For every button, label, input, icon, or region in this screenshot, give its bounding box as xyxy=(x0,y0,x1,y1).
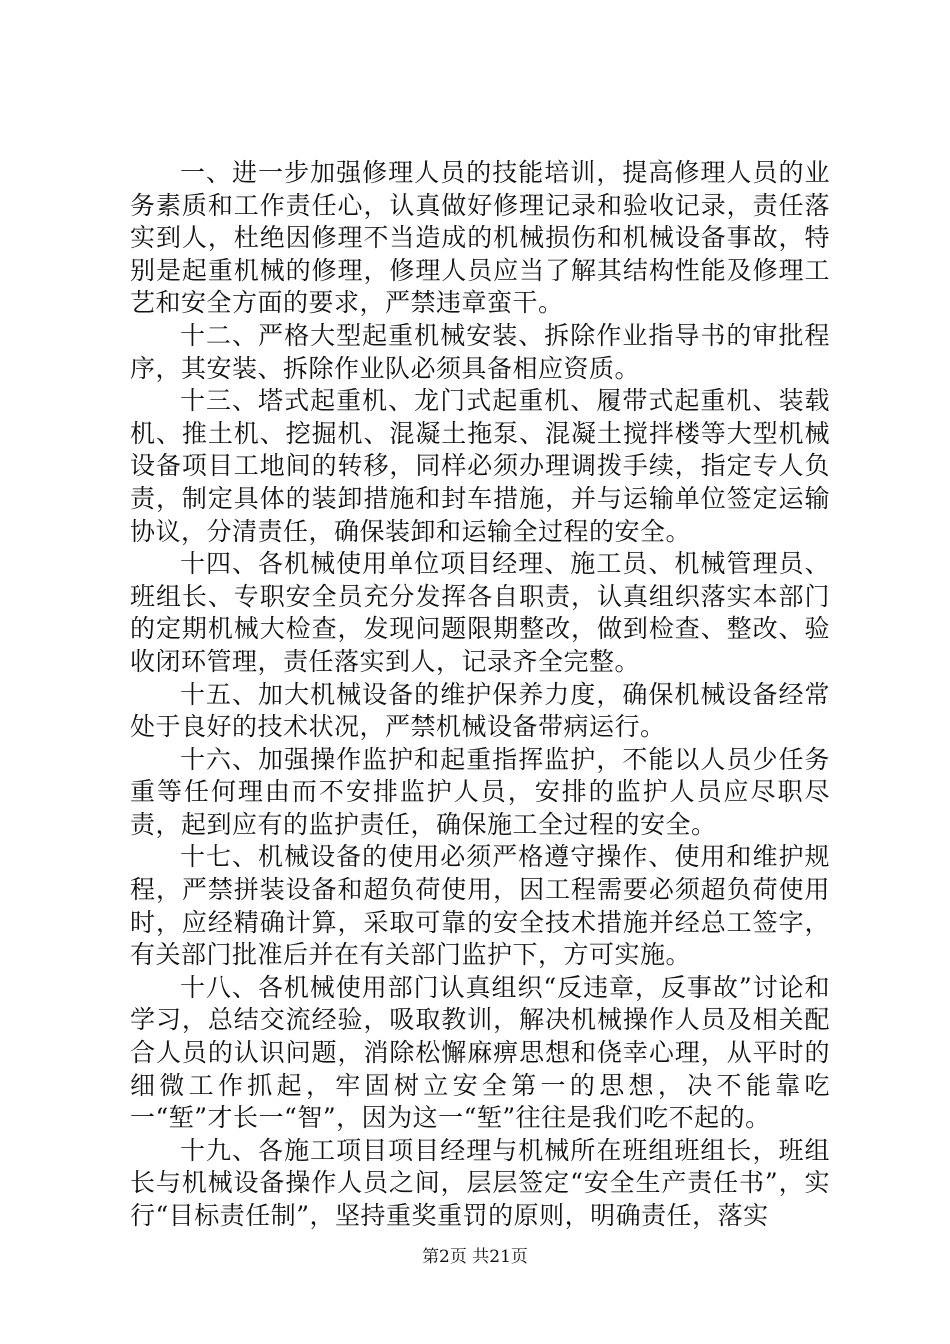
paragraph-12: 十二、严格大型起重机械安装、拆除作业指导书的审批程序，其安装、拆除作业队必须具备相应资质。 xyxy=(130,320,830,383)
paragraph-13: 十三、塔式起重机、龙门式起重机、履带式起重机、装载机、推土机、挖掘机、混凝土拖泵、混凝土搅拌楼等大型机械设备项目工地间的转移，同样必须办理调拨手续，指定专人负责，制定具体的装卸措施和封车措施，并与运输单位签定运输协议，分清责任，确保装卸和运输全过程的安全。 xyxy=(130,386,830,546)
document-body xyxy=(130,157,830,1233)
paragraph-18: 十八、各机械使用部门认真组织“反违章，反事故”讨论和学习，总结交流经验，吸取教训，解决机械操作人员及相关配合人员的认识问题，消除松懈麻痹思想和侥幸心理，从平时的细微工作抓起，牢固树立安全第一的思想，决不能靠吃一“堑”才长一“智”，因为这一“堑”往往是我们吃不起的。 xyxy=(130,972,830,1133)
paragraph-15: 十五、加大机械设备的维护保养力度，确保机械设备经常处于良好的技术状况，严禁机械设备带病运行。 xyxy=(130,679,830,742)
page-number-footer: 第2页 共21页 xyxy=(422,1247,528,1267)
paragraph-16: 十六、加强操作监护和起重指挥监护，不能以人员少任务重等任何理由而不安排监护人员，安排的监护人员应尽职尽责，起到应有的监护责任，确保施工全过程的安全。 xyxy=(130,744,830,839)
paragraph-11: 一、进一步加强修理人员的技能培训，提高修理人员的业务素质和工作责任心，认真做好修理记录和验收记录，责任落实到人，杜绝因修理不当造成的机械损伤和机械设备事故，特别是起重机械的修理，修理人员应当了解其结构性能及修理工艺和安全方面的要求，严禁违章蛮干。 xyxy=(130,158,830,318)
paragraph-19: 十九、各施工项目项目经理与机械所在班组班组长，班组长与机械设备操作人员之间，层层签定“安全生产责任书”，实行“目标责任制”，坚持重奖重罚的原则，明确责任，落实 xyxy=(130,1135,830,1230)
paragraph-17: 十七、机械设备的使用必须严格遵守操作、使用和维护规程，严禁拼装设备和超负荷使用，因工程需要必须超负荷使用时，应经精确计算，采取可靠的安全技术措施并经总工签字，有关部门批准后并在有关部门监护下，方可实施。 xyxy=(130,842,830,970)
paragraph-14: 十四、各机械使用单位项目经理、施工员、机械管理员、班组长、专职安全员充分发挥各自职责，认真组织落实本部门的定期机械大检查，发现问题限期整改，做到检查、整改、验收闭环管理，责任落实到人，记录齐全完整。 xyxy=(130,549,830,676)
